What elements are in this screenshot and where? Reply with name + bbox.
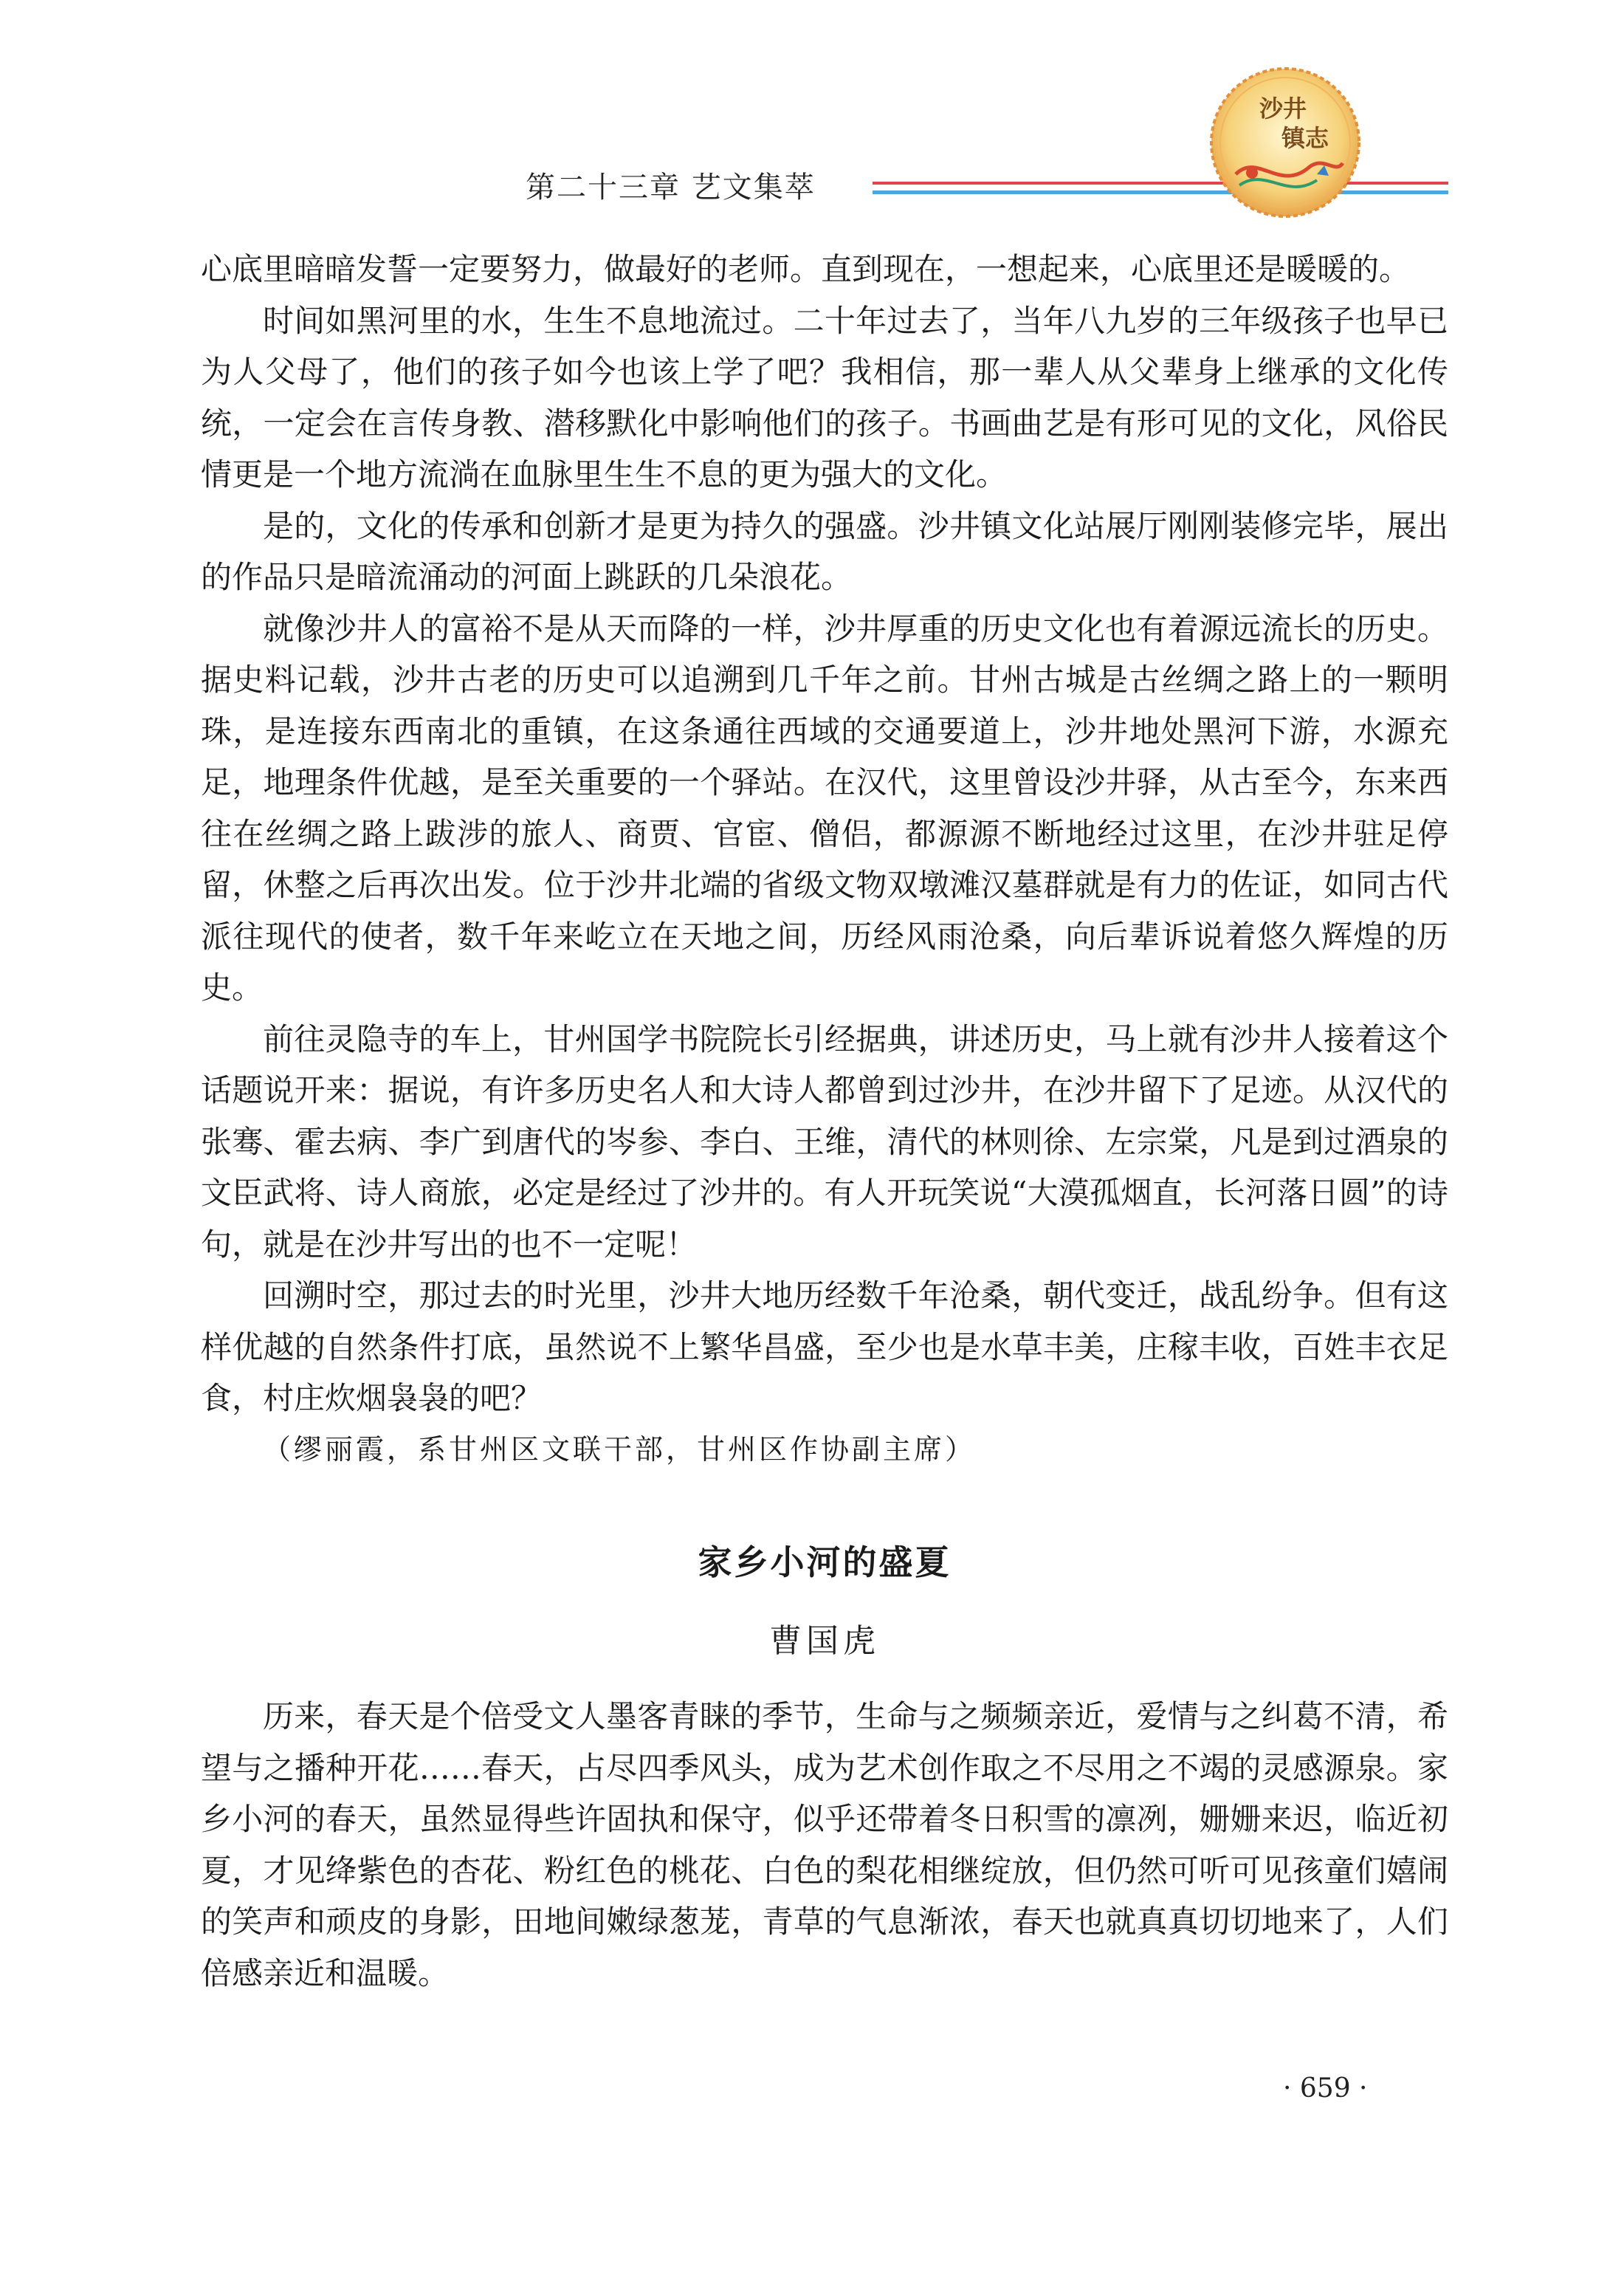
paragraph: 时间如黑河里的水，生生不息地流过。二十年过去了，当年八九岁的三年级孩子也早已为人父母了，他们的孩子如今也该上学了吧？我相信，那一辈人从父辈身上继承的文化传统，一定会在言传身教、潜移默化中影响他们的孩子。书画曲艺是有形可见的文化，风俗民情更是一个地方流淌在血脉里生生不息的更为强大的文化。	[201, 302, 1448, 492]
author-note: （缪丽霞，系甘州区文联干部，甘州区作协副主席）	[263, 1432, 977, 1466]
town-emblem-logo	[1206, 63, 1364, 222]
paragraph: 是的，文化的传承和创新才是更为持久的强盛。沙井镇文化站展厅刚刚装修完毕，展出的作品只是暗流涌动的河面上跳跃的几朵浪花。	[201, 507, 1448, 595]
article-author: 曹国虎	[769, 1622, 880, 1660]
article-title: 家乡小河的盛夏	[698, 1542, 952, 1582]
paragraph: 心底里暗暗发誓一定要努力，做最好的老师。直到现在，一想起来，心底里还是暖暖的。	[201, 251, 1411, 287]
emblem-text-line1: 沙井	[1259, 95, 1307, 123]
emblem-text-line2: 镇志	[1281, 124, 1329, 152]
paragraph: 回溯时空，那过去的时光里，沙井大地历经数千年沧桑，朝代变迁，战乱纷争。但有这样优越的自然条件打底，虽然说不上繁华昌盛，至少也是水草丰美，庄稼丰收，百姓丰衣足食，村庄炊烟袅袅的吧？	[201, 1277, 1448, 1416]
chapter-title: 第二十三章 艺文集萃	[526, 171, 816, 205]
article-body	[201, 244, 1448, 1999]
paragraph: 前往灵隐寺的车上，甘州国学书院院长引经据典，讲述历史，马上就有沙井人接着这个话题说开来：据说，有许多历史名人和大诗人都曾到过沙井，在沙井留下了足迹。从汉代的张骞、霍去病、李广到唐代的岑参、李白、王维，清代的林则徐、左宗棠，凡是到过酒泉的文臣武将、诗人商旅，必定是经过了沙井的。有人开玩笑说“大漠孤烟直，长河落日圆”的诗句，就是在沙井写出的也不一定呢！	[201, 1020, 1448, 1263]
paragraph: 历来，春天是个倍受文人墨客青睐的季节，生命与之频频亲近，爱情与之纠葛不清，希望与之播种开花……春天，占尽四季风头，成为艺术创作取之不尽用之不竭的灵感源泉。家乡小河的春天，虽然显得些许固执和保守，似乎还带着冬日积雪的凛冽，姗姗来迟，临近初夏，才见绛紫色的杏花、粉红色的桃花、白色的梨花相继绽放，但仍然可听可见孩童们嬉闹的笑声和顽皮的身影，田地间嫩绿葱茏，青草的气息渐浓，春天也就真真切切地来了，人们倍感亲近和温暖。	[201, 1698, 1448, 1991]
page-header	[0, 0, 1624, 214]
paragraph: 就像沙井人的富裕不是从天而降的一样，沙井厚重的历史文化也有着源远流长的历史。据史料记载，沙井古老的历史可以追溯到几千年之前。甘州古城是古丝绸之路上的一颗明珠，是连接东西南北的重镇，在这条通往西域的交通要道上，沙井地处黑河下游，水源充足，地理条件优越，是至关重要的一个驿站。在汉代，这里曾设沙井驿，从古至今，东来西往在丝绸之路上跋涉的旅人、商贾、官宦、僧侣，都源源不断地经过这里，在沙井驻足停留，休整之后再次出发。位于沙井北端的省级文物双墩滩汉墓群就是有力的佐证，如同古代派往现代的使者，数千年来屹立在天地之间，历经风雨沧桑，向后辈诉说着悠久辉煌的历史。	[201, 610, 1448, 1006]
page-number: · 659 ·	[1283, 2073, 1368, 2104]
